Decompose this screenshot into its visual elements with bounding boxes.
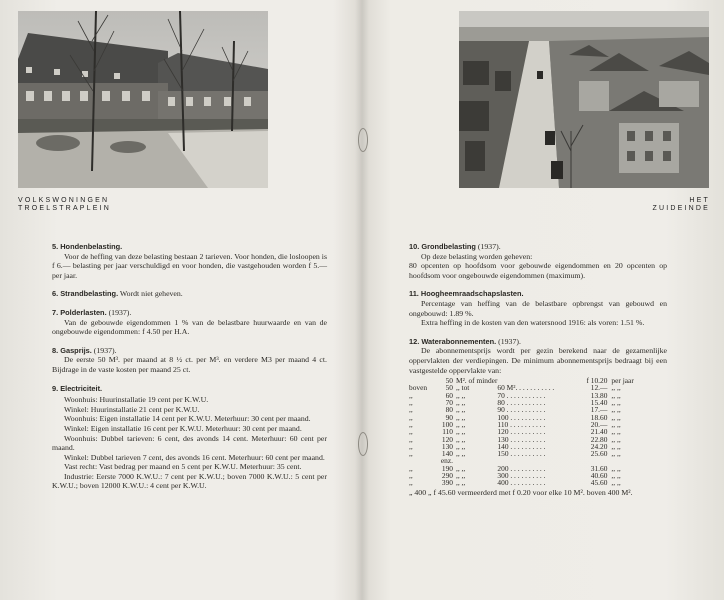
table-cell-mid: ,, ,, (456, 434, 466, 444)
table-cell-post: ,, ,, (611, 427, 621, 437)
right-photo-caption (650, 197, 710, 213)
table-cell-mid: M². of minder (456, 376, 498, 386)
table-cell-pre: ,, (409, 441, 413, 451)
water-rate-rows (409, 377, 651, 486)
section-polderlasten (52, 308, 327, 337)
table-cell-to: 80 . . . . . . . . . . . (497, 398, 546, 408)
table-cell-price: 20.— (590, 419, 608, 429)
table-cell-post: ,, ,, (611, 412, 621, 422)
street-photo (459, 11, 709, 188)
table-cell-pre: ,, (409, 419, 413, 429)
section-heading: 7. Polderlasten. (52, 307, 107, 317)
section-paragraph: Winkel: Huurinstallatie 21 cent per K.W.U. (64, 404, 200, 414)
table-cell-price: 17.— (590, 405, 608, 415)
section-paragraph: Extra heffing in de kosten van den watersnood 1916: als voren: 1.51 %. (421, 318, 645, 328)
table-cell-post: ,, ,, (611, 383, 621, 393)
table-cell-to: 90 . . . . . . . . . . . (497, 405, 546, 415)
table-cell-from: 140 (441, 449, 453, 459)
table-cell-mid: ,, ,, (456, 398, 466, 408)
table-cell-price: 45.60 (590, 478, 608, 488)
table-cell-pre: ,, (409, 470, 413, 480)
table-cell-price: 21.40 (590, 427, 608, 437)
table-cell-pre: ,, (409, 434, 413, 444)
table-cell-price: 18.60 (590, 412, 608, 422)
section-paragraph: Winkel: Eigen installatie 16 cent per K.W.U. Meterhuur: 30 cent per maand. (64, 423, 302, 433)
section-heading: 12. Waterabonnementen. (409, 336, 497, 346)
table-cell-price: 31.60 (590, 463, 608, 473)
table-cell-post: ,, ,, (611, 398, 621, 408)
table-cell-to: 200 . . . . . . . . . . (497, 463, 546, 473)
table-cell-from: 50 (445, 376, 453, 386)
table-cell-post: ,, ,, (611, 434, 621, 444)
table-cell-post: ,, ,, (611, 441, 621, 451)
section-paragraph: Woonhuis: Eigen installatie 14 cent per K.W.U. Meterhuur: 30 cent per maand. (64, 414, 311, 424)
caption-line: ZUIDEINDE (652, 205, 710, 212)
heading-year: (1937). (496, 336, 521, 346)
caption-line: HET (689, 197, 710, 204)
table-cell-to: 60 M². . . . . . . . . . . (497, 383, 555, 393)
heading-year: (1937). (106, 307, 132, 317)
table-cell-to: 140 . . . . . . . . . . (497, 441, 546, 451)
table-cell-to: 400 . . . . . . . . . . (497, 478, 546, 488)
housing-photo (18, 11, 268, 188)
table-cell-mid: ,, ,, (456, 463, 466, 473)
table-cell-from: 80 (445, 405, 453, 415)
table-cell-from: 290 (441, 470, 453, 480)
table-cell-pre: ,, (409, 398, 413, 408)
table-cell-pre: ,, (409, 463, 413, 473)
table-cell-from: 110 (442, 427, 453, 437)
right-text-column (409, 242, 667, 497)
table-cell-from: 60 (445, 390, 453, 400)
table-cell-pre: ,, (409, 390, 413, 400)
table-cell-pre: ,, (409, 427, 413, 437)
table-cell-to: 300 . . . . . . . . . . (497, 470, 546, 480)
page-gutter (355, 0, 369, 600)
table-cell-from: enz. (440, 456, 453, 466)
table-cell-price: 12.— (590, 383, 608, 393)
table-cell-mid: ,, ,, (456, 419, 466, 429)
table-cell-price: f 10.20 (586, 376, 608, 386)
water-rate-table (409, 377, 651, 486)
section-paragraph: Woonhuis: Huurinstallatie 19 cent per K.W.U. (64, 395, 209, 405)
table-cell-from: 120 (441, 434, 453, 444)
table-cell-to: 70 . . . . . . . . . . . (497, 390, 546, 400)
table-cell-price: 13.80 (590, 390, 608, 400)
table-cell-mid: ,, ,, (456, 412, 466, 422)
table-cell-price: 25.60 (590, 449, 608, 459)
section-paragraph: 80 opcenten op hoofdsom voor gebouwde eigendommen en 20 opcenten op hoofdsom voor ongebouwde eigendommen (maximum). (409, 261, 667, 280)
table-cell-from: 50 (445, 383, 453, 393)
section-paragraph: Woonhuis: Dubbel tarieven: 6 cent, des avonds 14 cent. Meterhuur: 60 cent per maand. (52, 433, 327, 453)
table-cell-post: ,, ,, (611, 449, 621, 459)
table-cell-mid: ,, ,, (456, 441, 466, 451)
section-paragraph: Winkel: Dubbel tarieven 7 cent, des avonds 16 cent. Meterhuur: 60 cent per maand. (64, 452, 325, 462)
table-cell-price: 24.20 (590, 441, 608, 451)
section-heading: 8. Gasprijs. (52, 345, 92, 355)
table-cell-post: ,, ,, (611, 405, 621, 415)
caption-line: VOLKSWONINGEN (18, 197, 110, 204)
table-cell-from: 100 (441, 419, 453, 429)
table-cell-pre: ,, (409, 412, 413, 422)
section-paragraph: De eerste 50 M³. per maand at 8 ½ ct. per M³. en verdere M3 per maand 4 ct. Bijdrage in de vaste kosten per maand 25 ct. (52, 355, 327, 374)
table-cell-mid: ,, tot (456, 383, 470, 393)
section-grondbelasting (409, 242, 667, 280)
binding-stitch (358, 432, 368, 456)
binding-stitch (358, 128, 368, 152)
section-strandbelasting (52, 289, 327, 299)
section-paragraph: Op deze belasting worden geheven: (421, 251, 533, 261)
section-paragraph: De abonnementsprijs wordt per gezin berekend naar de gezamenlijke oppervlakten der verdiepingen. De minimum abonnementsprijs bedraagt bij een vastgestelde oppervlakte van: (409, 346, 667, 375)
table-cell-to: 120 . . . . . . . . . . (497, 427, 546, 437)
table-cell-post: ,, ,, (611, 463, 621, 473)
section-heading: 6. Strandbelasting. (52, 289, 119, 299)
table-cell-post: per jaar (611, 376, 634, 386)
table-cell-to: 110 . . . . . . . . . . (497, 419, 546, 429)
section-hondenbelasting (52, 242, 327, 280)
table-cell-mid: ,, ,, (456, 470, 466, 480)
table-cell-mid: ,, ,, (456, 390, 466, 400)
left-photo-caption (18, 197, 111, 213)
table-footer-note: „ 400 „ f 45.60 vermeerderd met f 0.20 voor elke 10 M². boven 400 M². (409, 487, 633, 497)
section-heading: 5. Hondenbelasting. (52, 242, 123, 251)
section-paragraph: Industrie: Eerste 7000 K.W.U.: 7 cent per K.W.U.; boven 7000 K.W.U.: 5 cent per K.W.U.; boven 12000 K.W.U.: 4 cent per K.W.U. (52, 471, 327, 491)
section-hoogheemraadschapslasten (409, 289, 667, 327)
table-cell-to: 100 . . . . . . . . . . (497, 412, 546, 422)
table-cell-from: 90 (445, 412, 453, 422)
table-cell-post: ,, ,, (611, 478, 621, 488)
table-cell-mid: ,, ,, (456, 478, 466, 488)
table-cell-mid: ,, ,, (456, 449, 466, 459)
section-electriciteit (52, 384, 327, 492)
table-cell-pre: ,, (409, 405, 413, 415)
heading-year: (1937). (475, 242, 501, 251)
caption-line: TROELSTRAPLEIN (18, 205, 112, 212)
table-cell-to: 150 . . . . . . . . . . (497, 449, 546, 459)
table-cell-post: ,, ,, (611, 390, 621, 400)
heading-year: (1937). (91, 345, 117, 355)
table-cell-post: ,, ,, (611, 470, 621, 480)
section-paragraph: Van de gebouwde eigendommen 1 % van de belastbare huurwaarde en van de ongebouwde eigendommen: f 4.50 per H.A. (52, 317, 327, 337)
table-cell-price: 22.80 (590, 434, 608, 444)
section-paragraph: Voor de heffing van deze belasting bestaan 2 tarieven. Voor honden, die losloopen is f 6.— belasting per jaar verschuldigd en voor honden, die vastgehouden worden f 5.— per jaar. (52, 251, 327, 280)
section-paragraph: Percentage van heffing van de belastbare opbrengst van gebouwd en ongebouwd: 1.89 %. (409, 298, 667, 318)
section-paragraph: Vast recht: Vast bedrag per maand en 5 cent per K.W.U. Meterhuur: 35 cent. (64, 462, 302, 472)
table-cell-from: 70 (445, 398, 453, 408)
section-gasprijs (52, 346, 327, 375)
table-cell-price: 15.40 (590, 398, 608, 408)
table-cell-mid: ,, ,, (456, 427, 466, 437)
table-cell-price: 40.60 (590, 470, 608, 480)
table-cell-from: 190 (441, 463, 453, 473)
left-text-column (52, 242, 327, 491)
section-heading: 10. Grondbelasting (409, 242, 476, 251)
section-heading: 9. Electriciteit. (52, 383, 103, 393)
table-cell-pre: boven (409, 383, 428, 393)
section-heading: 11. Hoogheemraadschapslasten. (409, 289, 524, 299)
table-cell-pre: ,, (409, 478, 413, 488)
section-inline-text: Wordt niet geheven. (118, 289, 183, 299)
table-cell-to: 130 . . . . . . . . . . (497, 434, 546, 444)
table-cell-from: 390 (441, 478, 453, 488)
section-waterabonnementen (409, 337, 667, 497)
table-cell-pre: ,, (409, 449, 413, 459)
table-row (409, 479, 651, 486)
table-cell-mid: ,, ,, (456, 405, 466, 415)
table-cell-post: ,, ,, (611, 419, 621, 429)
table-cell-from: 130 (441, 441, 453, 451)
